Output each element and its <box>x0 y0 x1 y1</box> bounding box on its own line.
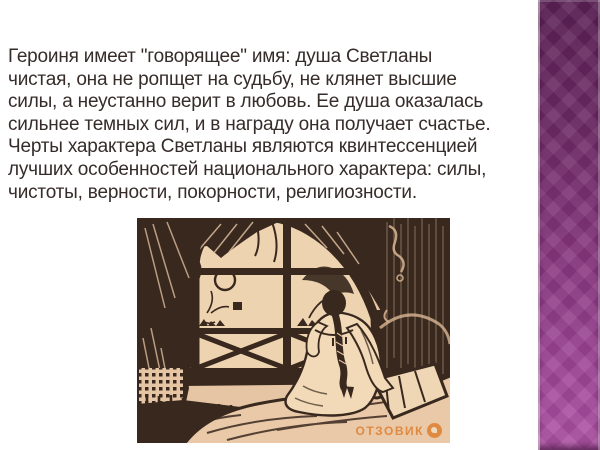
text-line: лучших особенностей национального характера: силы, <box>8 158 487 180</box>
illustration <box>137 218 450 443</box>
slide-text-block <box>8 46 536 204</box>
watermark-label: ОТЗОВИК <box>355 423 424 438</box>
girl-head <box>322 290 346 316</box>
watermark-logo-icon <box>427 423 442 438</box>
text-line: Черты характера Светланы являются квинтессенцией <box>8 136 478 158</box>
text-line: чистая, она не ропщет на судьбу, не клянет высшие <box>8 68 457 90</box>
decorative-side-bar <box>538 0 600 450</box>
text-line: силы, а неустанно верит в любовь. Ее душа оказалась <box>8 91 484 113</box>
woodcut-illustration-svg <box>137 218 450 443</box>
text-line: сильнее темных сил, и в награду она получает счастье. <box>8 113 491 135</box>
watermark <box>356 423 442 438</box>
text-line: Героиня имеет "говорящее" имя: душа Светланы <box>8 46 433 67</box>
text-line: чистоты, верности, покорности, религиозности. <box>8 181 417 203</box>
